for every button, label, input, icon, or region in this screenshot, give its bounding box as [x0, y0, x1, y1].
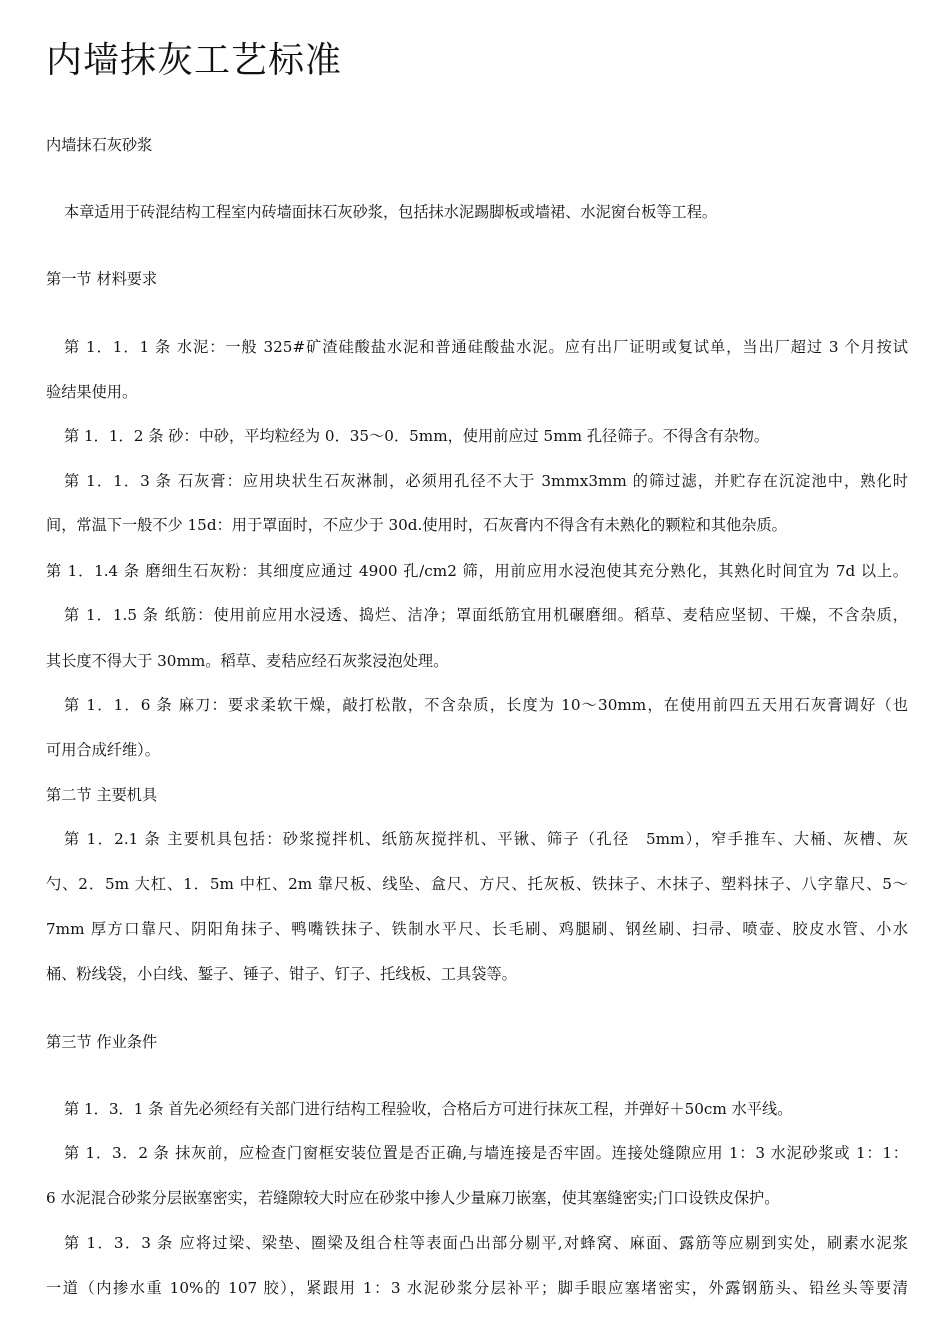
- paragraph-line: 第 1．3．3 条 应将过梁、梁垫、圈梁及组合柱等表面凸出部分剔平,对蜂窝、麻面、露筋等应剔到实处，刷素水泥浆: [64, 1234, 908, 1252]
- section-heading: 内墙抹石灰砂浆: [46, 136, 153, 154]
- paragraph-line: 一道（内掺水重 10%的 107 胶），紧跟用 1：3 水泥砂浆分层补平；脚手眼应塞堵密实，外露钢筋头、铅丝头等要清: [46, 1279, 908, 1297]
- paragraph-line: 可用合成纤维）。: [46, 741, 160, 759]
- paragraph-line: 桶、粉线袋，小白线、錾子、锤子、钳子、钉子、托线板、工具袋等。: [46, 965, 517, 983]
- paragraph-line: 验结果使用。: [46, 383, 138, 401]
- paragraph-line: 第 1．1．1 条 水泥：一般 325#矿渣硅酸盐水泥和普通硅酸盐水泥。应有出厂证明或复试单，当出厂超过 3 个月按试: [64, 338, 908, 356]
- paragraph-line: 第 1．1.5 条 纸筋：使用前应用水浸透、捣烂、洁净；罩面纸筋宜用机碾磨细。稻草、麦秸应坚韧、干燥，不含杂质，: [64, 606, 908, 624]
- paragraph-line: 勺、2．5m 大杠、1．5m 中杠、2m 靠尺板、线坠、盒尺、方尺、托灰板、铁抹子、木抹子、塑料抹子、八字靠尺、5～: [46, 875, 908, 893]
- section-heading: 第一节 材料要求: [46, 270, 158, 288]
- section-heading: 第二节 主要机具: [46, 786, 158, 804]
- paragraph-line: 第 1．1．3 条 石灰膏：应用块状生石灰淋制，必须用孔径不大于 3mmx3mm 的筛过滤，并贮存在沉淀池中，熟化时: [64, 472, 908, 490]
- paragraph-line: 第 1．2.1 条 主要机具包括：砂浆搅拌机、纸筋灰搅拌机、平锹、筛子（孔径 5mm），窄手推车、大桶、灰槽、灰: [64, 830, 908, 848]
- paragraph-line: 间，常温下一般不少 15d：用于罩面时，不应少于 30d.使用时，石灰膏内不得含有未熟化的颗粒和其他杂质。: [46, 516, 787, 534]
- paragraph-line: 第 1．3．1 条 首先必须经有关部门进行结构工程验收，合格后方可进行抹灰工程，并弹好＋50cm 水平线。: [64, 1100, 793, 1118]
- document-title: 内墙抹灰工艺标准: [46, 40, 343, 81]
- paragraph-line: 第 1．1.4 条 磨细生石灰粉：其细度应通过 4900 孔/cm2 筛，用前应用水浸泡使其充分熟化，其熟化时间宜为 7d 以上。: [46, 562, 908, 580]
- paragraph-line: 第 1．1．2 条 砂：中砂，平均粒经为 0．35～0．5mm，使用前应过 5mm 孔径筛子。不得含有杂物。: [64, 427, 770, 445]
- paragraph-line: 其长度不得大于 30mm。稻草、麦秸应经石灰浆浸泡处理。: [46, 652, 449, 670]
- paragraph-line: 6 水泥混合砂浆分层嵌塞密实，若缝隙较大时应在砂浆中掺人少量麻刀嵌塞，使其塞缝密实;门口设铁皮保护。: [46, 1189, 780, 1207]
- section-heading: 第三节 作业条件: [46, 1033, 158, 1051]
- paragraph-line: 第 1．1．6 条 麻刀：要求柔软干燥，敲打松散，不含杂质，长度为 10～30mm，在使用前四五天用石灰膏调好（也: [64, 696, 908, 714]
- paragraph-line: 7mm 厚方口靠尺、阴阳角抹子、鸭嘴铁抹子、铁制水平尺、长毛刷、鸡腿刷、钢丝刷、扫帚、喷壶、胶皮水管、小水: [46, 920, 908, 938]
- paragraph-line: 本章适用于砖混结构工程室内砖墙面抹石灰砂浆，包括抹水泥踢脚板或墙裙、水泥窗台板等工程。: [64, 203, 718, 221]
- paragraph-line: 第 1．3．2 条 抹灰前，应检查门窗框安装位置是否正确,与墙连接是否牢固。连接处缝隙应用 1：3 水泥砂浆或 1：1：: [64, 1144, 908, 1162]
